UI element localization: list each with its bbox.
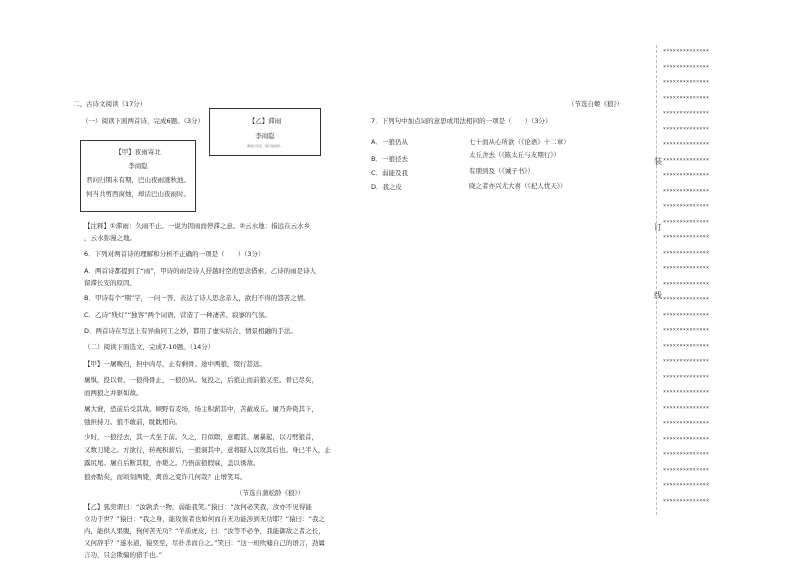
- poem-yi-line: 滞雨长安夜，残灯独客愁。: [246, 144, 283, 148]
- part-two-instruction: （二）阅读下面选文，完成7-10题。（14分）: [84, 343, 215, 351]
- notes-line-2: ，云水弥漫之地。: [84, 234, 136, 242]
- binding-cross-row: ××××××××××××××: [663, 126, 710, 132]
- binding-cross-row: ××××××××××××××: [663, 203, 710, 209]
- binding-cross-row: ××××××××××××××: [663, 219, 710, 225]
- yi-line-3: 内，能供人果腹，狗何苦无功？”羊质虎皮，曰：“汝等不必争，我能御敌之者之长，: [84, 527, 325, 535]
- binding-cross-row: ××××××××××××××: [663, 281, 710, 287]
- q7-option-d-ref: 晓之者亦兴尤大喜（《杞人忧天》）: [469, 182, 567, 190]
- q6-option-b: B．甲诗有个“期”字，一问一答，表达了诗人思念亲人，欲归不得的怨苦之情。: [84, 294, 310, 302]
- binding-cross-row: ××××××××××××××: [663, 157, 710, 163]
- poem-yi-author: 李商隐: [255, 132, 275, 140]
- binding-cross-row: ××××××××××××××: [663, 374, 710, 380]
- binding-gutter-line: [656, 45, 657, 515]
- binding-cross-row: ××××××××××××××: [663, 343, 710, 349]
- yi-line-5: 言功，只会欺骗的猎手也。”: [84, 551, 163, 559]
- q6-option-d: D．两首诗在写法上有异曲同工之妙，都用了虚实结合、情景相融的手法。: [84, 327, 298, 335]
- poem-jia-line-2: 何当共剪西窗烛，却话巴山夜雨时。: [86, 190, 190, 198]
- binding-cross-row: ××××××××××××××: [663, 95, 710, 101]
- binding-cross-row: ××××××××××××××: [663, 250, 710, 256]
- poem-jia-author: 李商隐: [128, 162, 148, 170]
- binding-cross-row: ××××××××××××××: [663, 79, 710, 85]
- binding-cross-row: ××××××××××××××: [663, 482, 710, 488]
- poem-jia-line-1: 君问归期未有期，巴山夜雨涨秋池。: [86, 176, 190, 184]
- binding-cross-row: ××××××××××××××: [663, 296, 710, 302]
- binding-cross-row: ××××××××××××××: [663, 467, 710, 473]
- jia-paragraph-3-cont: 弛担持刀。狼不敢前，眈眈相向。: [84, 418, 182, 426]
- q7-stem: 7．下列句中加点词的意思或用法相同的一项是（ ）（3分）: [371, 117, 552, 125]
- binding-cross-row: ××××××××××××××: [663, 405, 710, 411]
- yi-line-2: 立功于世？”猿曰：“我之身，能攻彼者也如何而自无功能涉到无功耶？”猿曰：“我之: [84, 515, 325, 523]
- poem-jia-title: 【甲】夜雨寄北: [115, 148, 161, 156]
- part-one-instruction: （一）阅读下面两首诗，完成6题。（3分）: [82, 117, 205, 125]
- binding-cross-row: ××××××××××××××: [663, 498, 710, 504]
- q7-option-c: C．弱能及我: [371, 169, 409, 177]
- binding-cross-row: ××××××××××××××: [663, 436, 710, 442]
- jia-paragraph-4-cont: 又数刀毙之。方欲行，转视积薪后，一狼洞其中，意将隧入以攻其后也。身已半入，止: [84, 446, 331, 454]
- binding-cross-row: ××××××××××××××: [663, 172, 710, 178]
- poem-yi-title: 【乙】滞雨: [248, 117, 282, 125]
- jia-paragraph-4-end: 露尻尾。屠自后断其股，亦毙之。乃悟前狼假寐，盖以诱敌。: [84, 459, 260, 467]
- binding-char-xian: 线: [654, 291, 662, 300]
- binding-cross-row: ××××××××××××××: [663, 327, 710, 333]
- jia-paragraph-1: 【甲】一屠晚归，担中肉尽，止有剩骨。途中两狼，缀行甚远。: [84, 360, 266, 368]
- binding-cross-row: ××××××××××××××: [663, 48, 710, 54]
- section-heading: 二、古诗文阅读（17分）: [73, 100, 147, 108]
- q7-option-b-ref: 太丘舍去（《陈太丘与友期行》）: [469, 151, 560, 159]
- jia-paragraph-2-cont: 而两狼之并驱如故。: [84, 389, 143, 397]
- binding-cross-row: ××××××××××××××: [663, 451, 710, 457]
- poem-jia-box: [80, 140, 196, 212]
- q6-stem: 6．下列对两首诗的理解和分析不正确的一项是（ ）（3分）: [84, 250, 265, 258]
- binding-cross-row: ××××××××××××××: [663, 420, 710, 426]
- jia-paragraph-5: 狼亦黠矣，而顷刻两毙，禽兽之变诈几何哉？止增笑耳。: [84, 473, 247, 481]
- yi-line-1: 【乙】狐奕谓曰：“汝孰杀一物，弱能我笑。”猿曰：“汝何必笑我，汝亦不见得能: [84, 503, 312, 511]
- jia-paragraph-2: 屠惧，投以骨。一狼得骨止，一狼仍从。复投之，后狼止而前狼又至。骨已尽矣，: [84, 376, 318, 384]
- binding-cross-row: ××××××××××××××: [663, 312, 710, 318]
- jia-paragraph-3: 屠大窘，恐前后受其敌。顾野有麦场，场主积薪其中，苫蔽成丘。屠乃奔倚其下，: [84, 405, 318, 413]
- section-source: （节选自姬《狼》）: [568, 100, 624, 108]
- binding-cross-row: ××××××××××××××: [663, 265, 710, 271]
- binding-cross-row: ××××××××××××××: [663, 64, 710, 70]
- q6-option-a-cont: 留滞长安的原因。: [84, 279, 136, 287]
- poem-yi-box: [209, 108, 321, 156]
- binding-cross-row: ××××××××××××××: [663, 358, 710, 364]
- binding-cross-row: ××××××××××××××: [663, 188, 710, 194]
- q7-option-b: B．一狼径去: [371, 155, 408, 163]
- q6-option-a: A．两首诗都提到了“雨”，甲诗的雨是诗人抒越时空的思念借索，乙诗的雨是诗人: [84, 267, 317, 275]
- binding-cross-row: ××××××××××××××: [663, 110, 710, 116]
- q7-option-a: A．一狼仍从: [371, 138, 408, 146]
- binding-cross-row: ××××××××××××××: [663, 234, 710, 240]
- q7-option-d: D．我之皮: [371, 183, 403, 191]
- binding-cross-row: ××××××××××××××: [663, 141, 710, 147]
- q7-option-a-ref: 七十而从心所欲（《论语》十二章）: [469, 138, 570, 146]
- yi-line-4: 又何辞乎？”遂水道，猿奕至，尽扑杀而自之。”笑曰：“这一班吹嘘自己的语言，劲属: [84, 539, 325, 547]
- binding-char-zhuang: 装: [654, 157, 662, 166]
- binding-char-ding: 订: [654, 223, 662, 232]
- q6-option-c: C．乙诗“残灯”“独客”两个词语，营造了一种凄苦、寂寥的气氛。: [84, 311, 272, 319]
- binding-cross-row: ××××××××××××××: [663, 389, 710, 395]
- jia-paragraph-4: 少时，一狼径去，其一犬坐于前。久之，目似瞑，意暇甚。屠暴起，以刀劈狼首，: [84, 433, 318, 441]
- notes-line-1: 【注释】①滞雨：久雨不止。一说为因雨而停滞之意。②云水地：指远在云水乡: [84, 222, 311, 230]
- jia-source: （节选自蒲松龄《狼》）: [236, 489, 305, 497]
- q7-option-c-ref: 有朋到及（《诫子书》）: [469, 167, 534, 175]
